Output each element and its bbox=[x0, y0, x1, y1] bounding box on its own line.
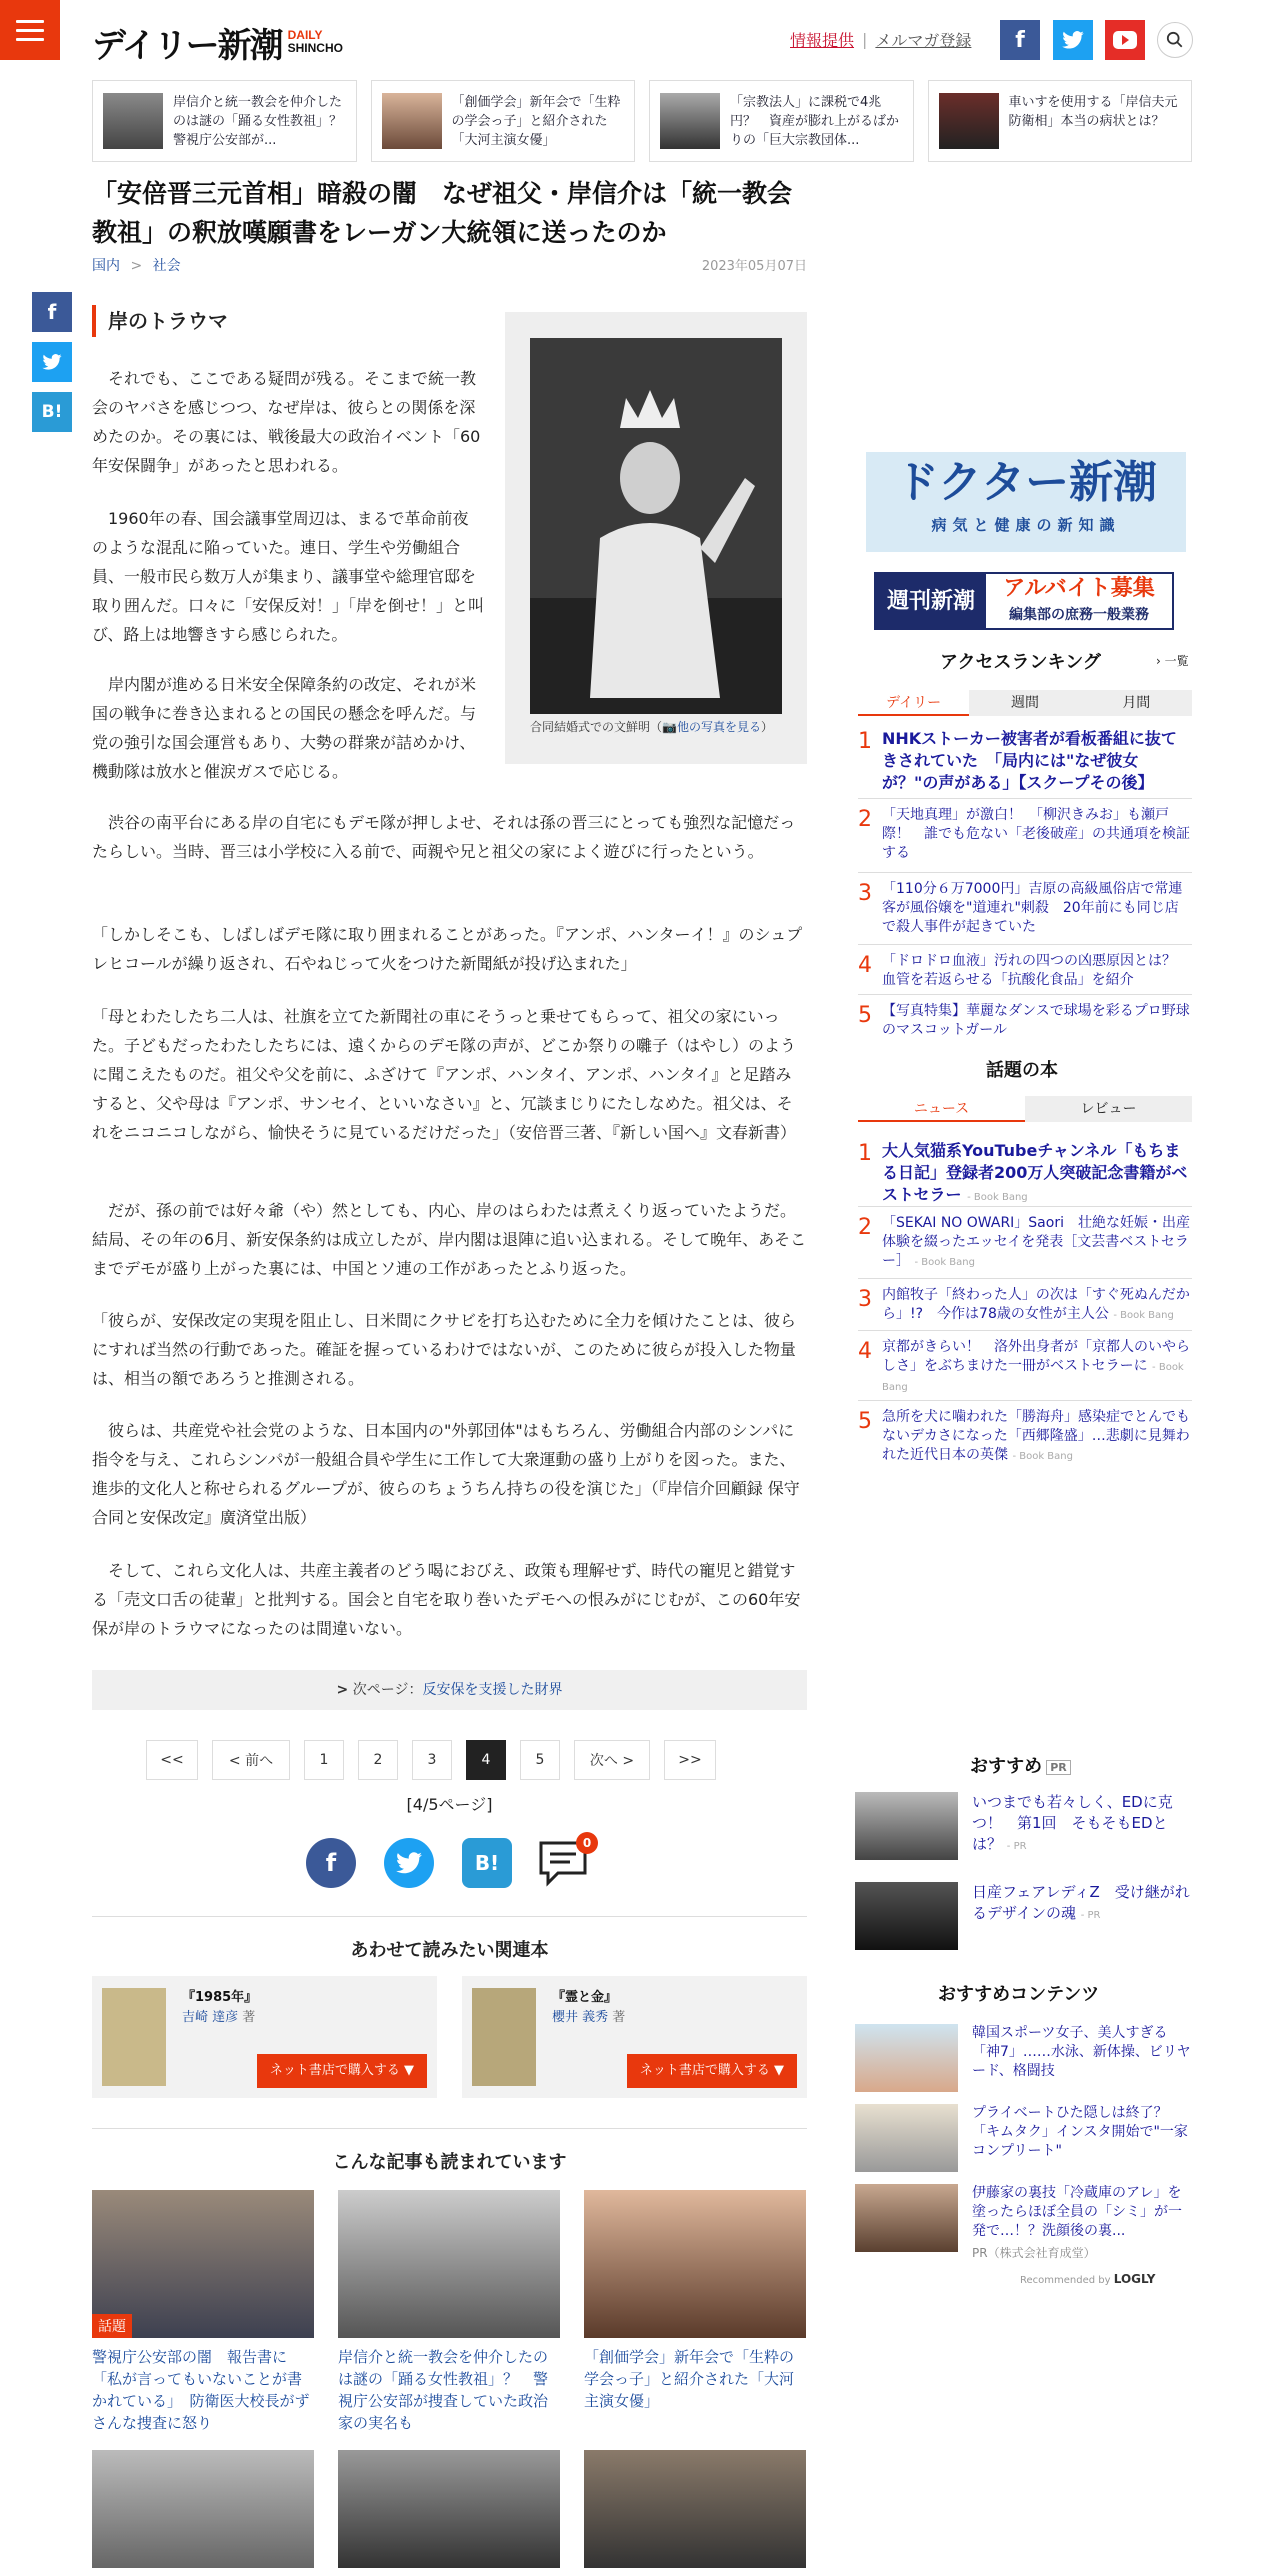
menu-button[interactable] bbox=[0, 0, 60, 60]
logo-text: デイリー新潮 bbox=[92, 25, 282, 66]
crumb-domestic[interactable]: 国内 bbox=[92, 258, 120, 274]
photo-caption: 合同結婚式での文鮮明（📷他の写真を見る） bbox=[530, 720, 773, 734]
ranking-item[interactable]: 5 【写真特集】華麗なダンスで球場を彩るプロ野球のマスコットガール bbox=[858, 1003, 1190, 1038]
ranking-heading: アクセスランキング bbox=[940, 652, 1101, 673]
share-facebook-icon[interactable]: f bbox=[32, 292, 72, 332]
tab-daily[interactable]: デイリー bbox=[858, 690, 969, 716]
divider bbox=[92, 2128, 807, 2129]
related-title: 「創価学会」新年会で「生粋の学会っ子」と紹介された「大河主演女優」 bbox=[584, 2348, 795, 2410]
strip-card[interactable] bbox=[92, 80, 357, 162]
related-article-card[interactable] bbox=[92, 2190, 314, 2434]
breadcrumb: 国内 > 社会 bbox=[92, 258, 181, 274]
chevron-right-icon: > bbox=[336, 1682, 349, 1698]
strip-thumbnail bbox=[660, 93, 720, 149]
strip-thumbnail bbox=[382, 93, 442, 149]
share-twitter-icon[interactable] bbox=[384, 1838, 434, 1888]
next-page-button[interactable]: 次へ > bbox=[574, 1740, 650, 1780]
header-links: 情報提供 | メルマガ登録 bbox=[790, 30, 972, 50]
book-title[interactable]: 『霊と金』 bbox=[552, 1990, 618, 2005]
content-item[interactable]: プライベートひた隠しは終了？「キムタク」インスタ開始で"一家コンプリート" bbox=[855, 2104, 1192, 2172]
strip-card[interactable] bbox=[371, 80, 636, 162]
share-hatena-icon[interactable]: B! bbox=[32, 392, 72, 432]
content-pr: PR（株式会社育成堂） bbox=[972, 2246, 1096, 2260]
article-paragraph: だが、孫の前では好々爺（や）然としても、内心、岸のはらわたは煮えくり返っていたようだ。結局、その年の6月、新安保条約は成立したが、岸内閣は退陣に追い込まれる。そして晩年、あそこまでデモが盛り上がった裏には、中国とソ連の工作があったとふり返った。 bbox=[92, 1201, 807, 1278]
tab-news[interactable]: ニュース bbox=[858, 1096, 1025, 1122]
related-thumbnail bbox=[338, 2190, 560, 2338]
recommend-item[interactable]: 日産フェアレディZ 受け継がれるデザインの魂 - PR bbox=[855, 1882, 1192, 1950]
facebook-icon[interactable]: f bbox=[1000, 20, 1040, 60]
book-title[interactable]: 『1985年』 bbox=[182, 1990, 258, 2005]
article-paragraph: 「彼らが、安保改定の実現を阻止し、日米間にクサビを打ち込むために全力を傾けたことは、彼らにすれば当然の行動であった。確証を握っているわけではないが、このために彼らが投入した物量は、相当の額であろうと推測される。 bbox=[92, 1311, 797, 1388]
page-4-button[interactable]: 4 bbox=[466, 1740, 506, 1780]
related-books-heading: あわせて読みたい関連本 bbox=[350, 1940, 549, 1961]
page-1-button[interactable]: 1 bbox=[304, 1740, 344, 1780]
ranking-item[interactable]: 2 「天地真理」が激白！ 「柳沢きみお」も瀬戸際！ 誰でも危ない「老後破産」の共通項を検証する bbox=[858, 807, 1190, 861]
article-paragraph: 「母とわたしたち二人は、社旗を立てた新聞社の車にそうっと乗せてもらって、祖父の家にいった。子どもだったわたしたちには、遠くからのデモ隊の声が、どこか祭りの囃子（はやし）のように聞こえたものだ。祖父や父を前に、ふざけて『アンポ、ハンタイ、アンポ、ハンタイ』と足踏みすると、父や母は『アンポ、サンセイ、といいなさい』と、冗談まじりにたしなめた。祖父は、それをニコニコしながら、愉快そうに見ているだけだった」（安倍晋三著、『新しい国へ』文春新書） bbox=[92, 1007, 797, 1142]
book-rank-item[interactable]: 1 大人気猫系YouTubeチャンネル「もちまる日記」登録者200万人突破記念書籍がベストセラー - Book Bang bbox=[858, 1141, 1188, 1204]
shukan-shincho-banner[interactable]: 週刊新潮 アルバイト募集 編集部の庶務一般業務 bbox=[874, 572, 1174, 630]
tab-monthly[interactable]: 月間 bbox=[1081, 690, 1192, 716]
article-photo[interactable] bbox=[530, 338, 782, 714]
article-paragraph: 1960年の春、国会議事堂周辺は、まるで革命前夜のような混乱に陥っていた。連日、学生や労働組合員、一般市民ら数万人が集まり、議事堂や総理官邸を取り囲んだ。口々に「安保反対！」「岸を倒せ！」と叫び、路上は地響きすら感じられた。 bbox=[92, 509, 485, 644]
tab-weekly[interactable]: 週間 bbox=[969, 690, 1080, 716]
crumb-society[interactable]: 社会 bbox=[152, 258, 181, 274]
pagination bbox=[146, 1740, 716, 1780]
section-heading: 岸のトラウマ bbox=[92, 305, 228, 337]
strip-card[interactable] bbox=[928, 80, 1193, 162]
ranking-item[interactable]: 4 「ドロドロ血液」汚れの四つの凶悪原因とは？ 血管を若返らせる「抗酸化食品」を紹介 bbox=[858, 953, 1190, 988]
related-thumbnail[interactable] bbox=[92, 2450, 314, 2568]
related-thumbnail bbox=[92, 2190, 314, 2338]
related-article-card[interactable] bbox=[338, 2190, 560, 2434]
page-3-button[interactable]: 3 bbox=[412, 1740, 452, 1780]
book-card bbox=[92, 1976, 437, 2098]
book-rank-item[interactable]: 5 急所を犬に噛われた「勝海舟」感染症でとんでもないデカさになった「西郷隆盛」…悲劇に見舞われた近代日本の英傑 - Book Bang bbox=[858, 1409, 1190, 1463]
book-cover[interactable] bbox=[102, 1988, 166, 2086]
strip-title: 「宗教法人」に課税で4兆円？ 資産が膨れ上がるばかりの「巨大宗教団体... bbox=[730, 94, 900, 148]
related-thumbnail[interactable] bbox=[584, 2450, 806, 2568]
topic-badge: 話題 bbox=[92, 2314, 132, 2338]
article-paragraph: それでも、ここである疑問が残る。そこまで統一教会のヤバさを感じつつ、なぜ岸は、彼らとの関係を深めたのか。その裏には、戦後最大の政治イベント「60年安保闘争」があったと思われる。 bbox=[92, 369, 481, 475]
share-hatena-icon[interactable]: B! bbox=[462, 1838, 512, 1888]
logly-credit[interactable]: Recommended by LOGLY bbox=[1020, 2272, 1156, 2286]
recommend-item[interactable]: いつまでも若々しく、EDに克つ！ 第1回 そもそもEDとは？ - PR bbox=[855, 1792, 1192, 1860]
newsletter-link[interactable]: メルマガ登録 bbox=[875, 31, 972, 50]
related-thumbnail bbox=[584, 2190, 806, 2338]
divider bbox=[92, 1916, 807, 1917]
comment-count-badge: 0 bbox=[576, 1832, 598, 1854]
page-5-button[interactable]: 5 bbox=[520, 1740, 560, 1780]
strip-title: 車いすを使用する「岸信夫元防衛相」本当の病状とは？ bbox=[1008, 94, 1178, 129]
article-title: 「安倍晋三元首相」暗殺の闇 なぜ祖父・岸信介は「統一教会教祖」の釈放嘆願書をレーガン大統領に送ったのか bbox=[92, 179, 793, 247]
content-item[interactable]: 韓国スポーツ女子、美人すぎる「神7」……水泳、新体操、ビリヤード、格闘技 bbox=[855, 2024, 1192, 2092]
book-author: 櫻井 義秀 著 bbox=[552, 2010, 626, 2025]
article-paragraph: 渋谷の南平台にある岸の自宅にもデモ隊が押しよせ、それは孫の晋三にとっても強烈な記憶だったらしい。当時、晋三は小学校に入る前で、両親や兄と祖父の家によく遊びに行ったという。 bbox=[92, 813, 796, 861]
twitter-icon[interactable] bbox=[1053, 20, 1093, 60]
also-read-heading: こんな記事も読まれています bbox=[332, 2152, 567, 2173]
related-title: 警視庁公安部の闇 報告書に「私が言ってもいないことが書かれている」 防衛医大校長がずさんな捜査に怒り bbox=[92, 2348, 310, 2432]
ranking-tabs bbox=[858, 690, 1192, 716]
related-article-card[interactable] bbox=[584, 2190, 806, 2412]
books-tabs bbox=[858, 1096, 1192, 1122]
buy-book-button[interactable]: ネット書店で購入する ▼ bbox=[627, 2054, 797, 2088]
ranking-item[interactable]: 1 NHKストーカー被害者が看板番組に抜てきされていた 「局内には"なぜ彼女が？"の声がある」【スクープその後】 bbox=[858, 729, 1177, 792]
camera-icon: 📷 bbox=[662, 720, 677, 734]
share-facebook-icon[interactable]: f bbox=[306, 1838, 356, 1888]
content-heading: おすすめコンテンツ bbox=[938, 1984, 1100, 2005]
publish-date: 2023年05月07日 bbox=[701, 259, 807, 274]
info-link[interactable]: 情報提供 bbox=[790, 31, 855, 50]
strip-thumbnail bbox=[939, 93, 999, 149]
article-paragraph: 岸内閣が進める日米安全保障条約の改定、それが米国の戦争に巻き込まれるとの国民の懸念を呼んだ。与党の強引な国会運営もあり、大勢の群衆が詰めかけ、機動隊は放水と催涙ガスで応じる。 bbox=[92, 675, 477, 781]
last-page-button[interactable]: >> bbox=[664, 1740, 716, 1780]
topic-books-heading: 話題の本 bbox=[986, 1060, 1058, 1081]
content-item[interactable]: 伊藤家の裏技「冷蔵庫のアレ」を塗ったらほぼ全員の「シミ」が一発で…！？洗顔後の裏... bbox=[855, 2184, 1192, 2252]
photo-figure bbox=[505, 312, 807, 764]
book-rank-item[interactable]: 4 京都がきらい！ 洛外出身者が「京都人のいやらしさ」をぶちまけた一冊がベストセラーに - Book Bang bbox=[858, 1339, 1190, 1393]
ranking-all-link[interactable]: › 一覧 bbox=[1156, 654, 1189, 668]
youtube-icon[interactable] bbox=[1105, 20, 1145, 60]
site-logo[interactable] bbox=[92, 22, 343, 66]
book-rank-item[interactable]: 3 内館牧子「終わった人」の次は「すぐ死ぬんだから」!? 今作は78歳の女性が主人公 - Book Bang bbox=[858, 1287, 1190, 1322]
page-2-button[interactable]: 2 bbox=[358, 1740, 398, 1780]
book-author: 吉崎 達彦 著 bbox=[182, 2010, 256, 2025]
strip-title: 岸信介と統一教会を仲介したのは謎の「踊る女性教祖」？ 警視庁公安部が... bbox=[173, 94, 356, 148]
strip-title: 「創価学会」新年会で「生粋の学会っ子」と紹介された「大河主演女優」 bbox=[451, 94, 621, 148]
recommend-heading: おすすめ PR bbox=[970, 1752, 1071, 1778]
book-card bbox=[462, 1976, 807, 2098]
ranking-item[interactable]: 3 「110分６万7000円」吉原の高級風俗店で常連客が風俗嬢を"道連れ"刺殺 20年前にも同じ店で殺人事件が起きていた bbox=[858, 881, 1183, 935]
share-twitter-icon[interactable] bbox=[32, 342, 72, 382]
first-page-button[interactable]: << bbox=[146, 1740, 198, 1780]
related-thumbnail[interactable] bbox=[338, 2450, 560, 2568]
more-photos-link[interactable]: 他の写真を見る bbox=[676, 720, 761, 734]
strip-thumbnail bbox=[103, 93, 163, 149]
book-cover[interactable] bbox=[472, 1988, 536, 2086]
prev-page-button[interactable]: < 前へ bbox=[212, 1740, 290, 1780]
article-paragraph: 「しかしそこも、しばしばデモ隊に取り囲まれることがあった。『アンポ、ハンターイ！』のシュプレヒコールが繰り返され、石やねじって火をつけた新聞紙が投げ込まれた」 bbox=[92, 925, 803, 973]
doctor-shincho-banner[interactable]: ドクター新潮 病気と健康の新知識 bbox=[866, 452, 1186, 552]
book-rank-item[interactable]: 2 「SEKAI NO OWARI」Saori 壮絶な妊娠・出産体験を綴ったエッセイを発表［文芸書ベストセラー］ - Book Bang bbox=[858, 1215, 1190, 1269]
strip-card[interactable] bbox=[649, 80, 914, 162]
top-article-strip bbox=[92, 80, 1192, 162]
logo-en: DAILY SHINCHO bbox=[287, 28, 343, 55]
next-page-link[interactable]: > 次ページ：反安保を支援した財界 bbox=[92, 1670, 807, 1710]
article-paragraph: 彼らは、共産党や社会党のような、日本国内の"外郭団体"はもちろん、労働組合内部のシンパに指令を与え、これらシンパが一般組合員や学生に工作して大衆運動の盛り上がりを図った。また、進歩的文化人と称せられるグループが、彼らのちょうちん持ちの役を演じた」（『岸信介回顧録 保守合同と安保改定』廣済堂出版） bbox=[92, 1421, 800, 1527]
article-paragraph: そして、これら文化人は、共産主義者のどう喝におびえ、政策も理解せず、時代の寵児と錯覚する「売文口舌の徒輩」と批判する。国会と自宅を取り巻いたデモへの恨みがにじむが、この60年安保が岸のトラウマになったのは間違いない。 bbox=[92, 1561, 801, 1638]
page-count: [4/5ページ] bbox=[406, 1795, 493, 1814]
buy-book-button[interactable]: ネット書店で購入する ▼ bbox=[257, 2054, 427, 2088]
search-icon[interactable] bbox=[1157, 22, 1193, 58]
tab-review[interactable]: レビュー bbox=[1025, 1096, 1192, 1122]
related-title: 岸信介と統一教会を仲介したのは謎の「踊る女性教祖」？ 警視庁公安部が捜査していた政治家の実名も bbox=[338, 2348, 549, 2432]
